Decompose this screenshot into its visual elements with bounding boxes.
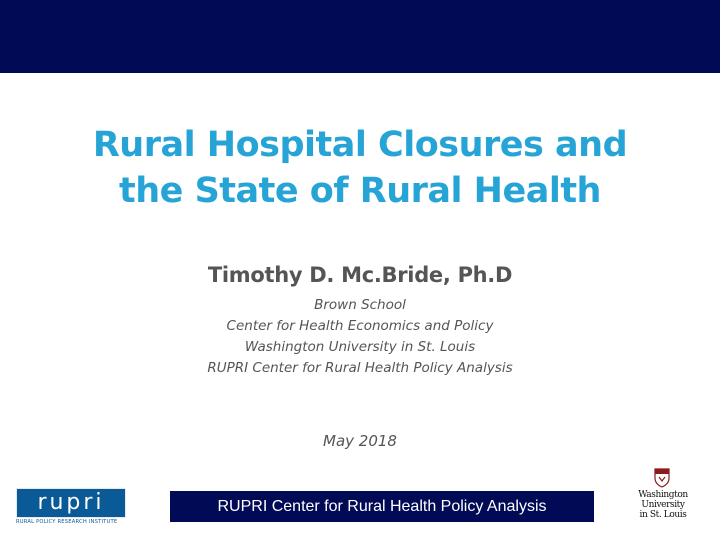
wu-logo-line-3: in St. Louis — [639, 510, 687, 520]
washington-university-logo — [628, 468, 698, 530]
shield-icon — [654, 468, 670, 488]
footer-banner — [170, 491, 594, 522]
wu-logo-wordmark — [628, 490, 698, 520]
top-header-band — [0, 0, 720, 73]
affiliation-school: Brown School — [314, 297, 406, 313]
rupri-logo-box — [16, 488, 126, 518]
presentation-date: May 2018 — [323, 432, 397, 450]
slide-title — [40, 122, 680, 214]
affiliations — [100, 295, 620, 379]
footer-banner-text: RUPRI Center for Rural Health Policy Analysis — [217, 497, 547, 515]
author-name: Timothy D. Mc.Bride, Ph.D — [207, 263, 513, 287]
wu-logo-line-1: Washington — [638, 490, 688, 500]
wu-logo-line-2: University — [641, 500, 685, 510]
affiliation-rupri: RUPRI Center for Rural Health Policy Analysis — [207, 360, 513, 376]
title-line-2: the State of Rural Health — [119, 171, 601, 211]
rupri-logo-subtext: RURAL POLICY RESEARCH INSTITUTE — [16, 519, 118, 525]
rupri-logo-text: rupri — [37, 490, 105, 515]
affiliation-center: Center for Health Economics and Policy — [226, 318, 494, 334]
title-line-1: Rural Hospital Closures and — [92, 125, 628, 165]
affiliation-university: Washington University in St. Louis — [244, 339, 476, 355]
rupri-logo — [16, 488, 126, 528]
